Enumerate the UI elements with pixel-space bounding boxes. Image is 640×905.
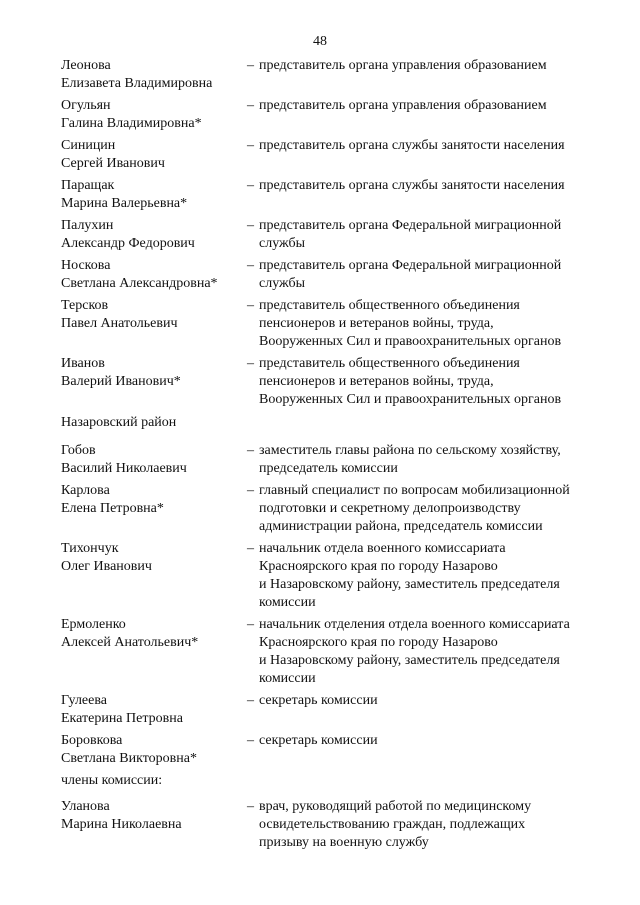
person-role xyxy=(247,798,621,852)
first-names: Александр Федорович xyxy=(61,236,195,251)
person-entry xyxy=(61,137,621,173)
role-line: и Назаровскому району, заместитель председателя xyxy=(259,577,560,592)
person-role xyxy=(247,97,621,133)
last-name: Иванов xyxy=(61,356,105,371)
person-entry xyxy=(61,177,621,213)
last-name: Синицин xyxy=(61,138,116,153)
first-names: Елена Петровна* xyxy=(61,501,164,516)
person-entry xyxy=(61,57,621,93)
role-line: представитель органа службы занятости населения xyxy=(259,178,565,193)
last-name: Гобов xyxy=(61,443,96,458)
role-line: представитель органа службы занятости населения xyxy=(259,138,565,153)
role-dash: – xyxy=(247,138,254,153)
role-line: Вооруженных Сил и правоохранительных органов xyxy=(259,334,562,349)
role-dash: – xyxy=(247,733,254,748)
first-names: Олег Иванович xyxy=(61,559,152,574)
role-line: службы xyxy=(259,236,306,251)
role-dash: – xyxy=(247,258,254,273)
role-line: и Назаровскому району, заместитель председателя xyxy=(259,653,560,668)
role-line: администрации района, председатель комиссии xyxy=(259,519,543,534)
first-names: Марина Валерьевна* xyxy=(61,196,188,211)
role-dash: – xyxy=(247,693,254,708)
role-dash: – xyxy=(247,298,254,313)
person-name xyxy=(61,217,247,253)
person-name xyxy=(61,798,247,852)
first-names: Светлана Викторовна* xyxy=(61,751,197,766)
person-entry xyxy=(61,616,621,688)
last-name: Терсков xyxy=(61,298,109,313)
last-name: Карлова xyxy=(61,483,110,498)
person-entry xyxy=(61,97,621,133)
last-name: Боровкова xyxy=(61,733,123,748)
entries-group-1 xyxy=(61,57,621,409)
role-line: заместитель главы района по сельскому хозяйству, xyxy=(259,443,561,458)
first-names: Сергей Иванович xyxy=(61,156,165,171)
person-entry xyxy=(61,442,621,478)
role-line: представитель органа Федеральной миграционной xyxy=(259,218,562,233)
person-name xyxy=(61,97,247,133)
role-line: представитель органа управления образованием xyxy=(259,58,547,73)
first-names: Галина Владимировна* xyxy=(61,116,202,131)
last-name: Леонова xyxy=(61,58,111,73)
members-heading: члены комиссии: xyxy=(61,773,163,788)
role-line: представитель общественного объединения xyxy=(259,298,520,313)
person-role xyxy=(247,217,621,253)
person-role xyxy=(247,137,621,173)
role-dash: – xyxy=(247,178,254,193)
person-name xyxy=(61,616,247,688)
person-name xyxy=(61,442,247,478)
role-line: председатель комиссии xyxy=(259,461,398,476)
role-dash: – xyxy=(247,443,254,458)
person-name xyxy=(61,482,247,536)
role-line: призыву на военную службу xyxy=(259,835,429,850)
person-role xyxy=(247,442,621,478)
role-line: Красноярского края по городу Назарово xyxy=(259,635,498,650)
role-dash: – xyxy=(247,541,254,556)
last-name: Гулеева xyxy=(61,693,107,708)
person-name xyxy=(61,540,247,612)
person-entry xyxy=(61,297,621,351)
role-dash: – xyxy=(247,58,254,73)
district-heading: Назаровский район xyxy=(61,415,177,430)
last-name: Тихончук xyxy=(61,541,119,556)
last-name: Паращак xyxy=(61,178,115,193)
person-role xyxy=(247,692,621,728)
last-name: Носкова xyxy=(61,258,111,273)
role-line: представитель органа управления образованием xyxy=(259,98,547,113)
role-line: секретарь комиссии xyxy=(259,733,378,748)
first-names: Марина Николаевна xyxy=(61,817,182,832)
role-dash: – xyxy=(247,799,254,814)
last-name: Палухин xyxy=(61,218,114,233)
person-entry xyxy=(61,217,621,253)
person-role xyxy=(247,57,621,93)
person-name xyxy=(61,137,247,173)
person-role xyxy=(247,355,621,409)
person-entry xyxy=(61,692,621,728)
first-names: Екатерина Петровна xyxy=(61,711,183,726)
first-names: Павел Анатольевич xyxy=(61,316,178,331)
role-line: Вооруженных Сил и правоохранительных органов xyxy=(259,392,562,407)
person-entry xyxy=(61,355,621,409)
role-line: врач, руководящий работой по медицинскому xyxy=(259,799,532,814)
first-names: Валерий Иванович* xyxy=(61,374,181,389)
entries-group-3 xyxy=(61,798,621,852)
first-names: Алексей Анатольевич* xyxy=(61,635,199,650)
first-names: Светлана Александровна* xyxy=(61,276,218,291)
person-role xyxy=(247,540,621,612)
role-line: главный специалист по вопросам мобилизационной xyxy=(259,483,570,498)
person-entry xyxy=(61,482,621,536)
role-dash: – xyxy=(247,356,254,371)
role-line: представитель органа Федеральной миграционной xyxy=(259,258,562,273)
role-line: начальник отдела военного комиссариата xyxy=(259,541,506,556)
role-dash: – xyxy=(247,483,254,498)
person-role xyxy=(247,257,621,293)
person-role xyxy=(247,482,621,536)
person-role xyxy=(247,297,621,351)
last-name: Огульян xyxy=(61,98,111,113)
person-entry xyxy=(61,732,621,768)
person-entry xyxy=(61,540,621,612)
role-line: комиссии xyxy=(259,671,316,686)
person-role xyxy=(247,177,621,213)
person-name xyxy=(61,732,247,768)
commission-list xyxy=(61,57,621,856)
role-line: представитель общественного объединения xyxy=(259,356,520,371)
role-line: секретарь комиссии xyxy=(259,693,378,708)
last-name: Ермоленко xyxy=(61,617,126,632)
person-name xyxy=(61,57,247,93)
role-dash: – xyxy=(247,218,254,233)
person-name xyxy=(61,355,247,409)
role-dash: – xyxy=(247,617,254,632)
role-line: пенсионеров и ветеранов войны, труда, xyxy=(259,374,494,389)
person-entry xyxy=(61,257,621,293)
role-line: освидетельствованию граждан, подлежащих xyxy=(259,817,526,832)
person-role xyxy=(247,732,621,768)
role-line: начальник отделения отдела военного комиссариата xyxy=(259,617,570,632)
role-line: пенсионеров и ветеранов войны, труда, xyxy=(259,316,494,331)
first-names: Василий Николаевич xyxy=(61,461,187,476)
role-dash: – xyxy=(247,98,254,113)
person-name xyxy=(61,257,247,293)
role-line: Красноярского края по городу Назарово xyxy=(259,559,498,574)
role-line: службы xyxy=(259,276,306,291)
person-name xyxy=(61,692,247,728)
role-line: комиссии xyxy=(259,595,316,610)
last-name: Уланова xyxy=(61,799,110,814)
person-name xyxy=(61,177,247,213)
person-name xyxy=(61,297,247,351)
page-number: 48 xyxy=(313,34,327,49)
person-role xyxy=(247,616,621,688)
entries-group-2 xyxy=(61,442,621,768)
person-entry xyxy=(61,798,621,852)
first-names: Елизавета Владимировна xyxy=(61,76,213,91)
role-line: подготовки и секретному делопроизводству xyxy=(259,501,521,516)
